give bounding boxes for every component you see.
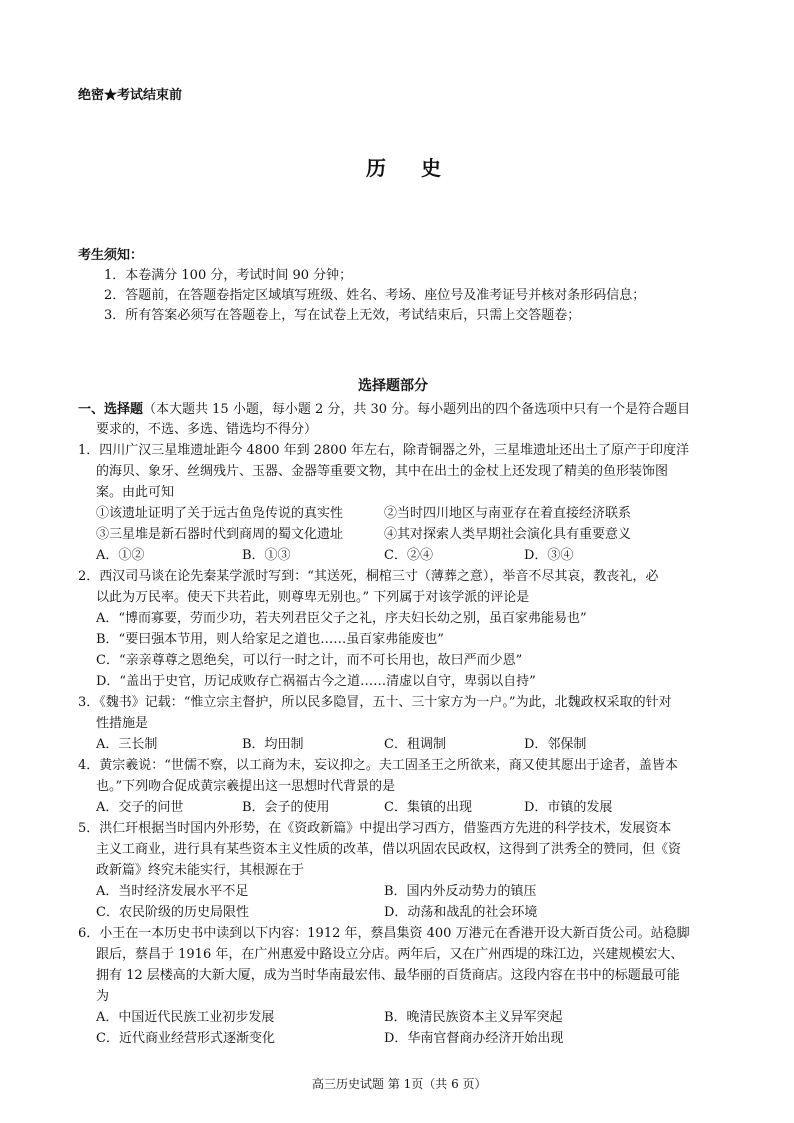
q4-option-c: C．集镇的出现: [384, 800, 472, 815]
q4-stem-line: 4．黄宗羲说：“世儒不察，以工商为末，妄议抑之。夫工固圣王之所欲来，商又使其愿出于途者，盖皆本: [78, 758, 678, 773]
q1-option-b: B．①③: [242, 548, 291, 563]
q6-option-b: B．晚清民族资本主义异军突起: [384, 1010, 563, 1025]
q4-option-d: D．市镇的发展: [524, 800, 613, 815]
q3-option-d: D．邻保制: [524, 737, 587, 752]
q3-option-b: B．均田制: [242, 737, 304, 752]
q2-option-d: D．“盖出于史官，历记成败存亡祸福古今之道……清虚以自守，卑弱以自持”: [96, 674, 536, 689]
q5-option-b: B．国内外反动势力的镇压: [384, 884, 537, 899]
q6-stem-line: 为: [96, 989, 110, 1004]
section-title: 选择题部分: [358, 378, 428, 394]
q5-option-c: C．农民阶级的历史局限性: [96, 905, 249, 920]
q4-stem-line: 也。”下列吻合促成黄宗羲提出这一思想时代背景的是: [96, 779, 396, 794]
q6-stem-line: 拥有 12 层楼高的大新大厦，成为当时华南最宏伟、最华丽的百货商店。这段内容在书中的标题最可能: [96, 968, 680, 983]
q2-stem-line: 2．西汉司马谈在论先秦某学派时写到：“其送死，桐棺三寸（薄葬之意），举音不尽其哀，教丧礼，必: [78, 569, 659, 584]
q6-option-c: C．近代商业经营形式逐渐变化: [96, 1031, 275, 1046]
q2-option-b: B．“要曰强本节用，则人给家足之道也……虽百家弗能废也”: [96, 632, 444, 647]
q3-option-c: C．租调制: [384, 737, 446, 752]
q3-option-a: A．三长制: [96, 737, 158, 752]
q5-option-d: D．动荡和战乱的社会环境: [384, 905, 538, 920]
q1-stem-line: 1．四川广汉三星堆遗址距今 4800 年到 2800 年左右，除青铜器之外，三星堆遗址还出土了原产于印度洋: [78, 443, 689, 458]
part-header: [78, 400, 690, 420]
q2-stem-line: 以此为万民率。使天下共若此，则尊卑无别也。” 下列属于对该学派的评论是: [96, 590, 530, 605]
q1-option-a: A．①②: [96, 548, 145, 563]
q6-stem-line: 跟后，蔡昌于 1916 年，在广州惠爱中路设立分店。两年后，又在广州西堤的珠江边，兴建规模宏大、: [96, 947, 684, 962]
part-description-cont: 要求的，不选、多选、错选均不得分）: [96, 422, 318, 437]
part-label: 一、选择题: [78, 402, 144, 417]
q1-statement: ②当时四川地区与南亚存在着直接经济联系: [384, 506, 632, 521]
q6-option-d: D．华南官督商办经济开始出现: [384, 1031, 564, 1046]
q1-option-d: D．③④: [524, 548, 574, 563]
notice-item: 3．所有答案必须写在答题卷上，写在试卷上无效，考试结束后，只需上交答题卷；: [104, 308, 581, 323]
confidential-label: 绝密★考试结束前: [78, 88, 183, 103]
q1-statement: ④其对探索人类早期社会演化具有重要意义: [384, 527, 632, 542]
q1-statement: ①该遗址证明了关于远古鱼凫传说的真实性: [96, 506, 344, 521]
q1-statement: ③三星堆是新石器时代到商周的蜀文化遗址: [96, 527, 344, 542]
part-description: （本大题共 15 小题，每小题 2 分，共 30 分。每小题列出的四个备选项中只有一个是符合题目: [143, 402, 691, 417]
page-title: 历 史: [366, 156, 455, 180]
q3-stem-line: 性措施是: [96, 716, 149, 731]
notice-item: 1．本卷满分 100 分，考试时间 90 分钟；: [104, 268, 353, 283]
q1-option-c: C．②④: [384, 548, 433, 563]
q2-option-c: C．“亲亲尊尊之恩绝矣，可以行一时之计，而不可长用也，故曰严而少恩”: [96, 653, 523, 668]
q2-option-a: A．“博而寡要，劳而少功，若夫列君臣父子之礼，序夫妇长幼之别，虽百家弗能易也”: [96, 611, 587, 626]
q1-stem-line: 的海贝、象牙、丝绸残片、玉器、金器等重要文物，其中在出土的金杖上还发现了精美的鱼形装饰图: [96, 464, 669, 479]
notice-heading: 考生须知：: [78, 248, 144, 263]
q5-option-a: A．当时经济发展水平不足: [96, 884, 249, 899]
q5-stem-line: 5．洪仁玕根据当时国内外形势，在《资政新篇》中提出学习西方，借鉴西方先进的科学技术，发展资本: [78, 821, 672, 836]
q5-stem-line: 主义工商业，进行具有某些资本主义性质的改革，借以巩固农民政权，这得到了洪秀全的赞同，但《资: [96, 842, 682, 857]
notice-item: 2．答题前，在答题卷指定区域填写班级、姓名、考场、座位号及准考证号并核对条形码信息；: [104, 288, 646, 303]
q4-option-a: A．交子的问世: [96, 800, 184, 815]
q4-option-b: B．会子的使用: [242, 800, 330, 815]
q3-stem-line: 3．《魏书》记载：“惟立宗主督护，所以民多隐冒，五十、三十家方为一户。”为此，北魏政权采取的针对: [78, 695, 672, 710]
q6-stem-line: 6．小王在一本历史书中读到以下内容：1912 年，蔡昌集资 400 万港元在香港开设大新百货公司。站稳脚: [78, 926, 690, 941]
page-footer: 高三历史试题 第 1页（共 6 页）: [312, 1077, 487, 1091]
q6-option-a: A．中国近代民族工业初步发展: [96, 1010, 275, 1025]
q5-stem-line: 政新篇》终究未能实行，其根源在于: [96, 863, 305, 878]
q1-stem-line: 案。由此可知: [96, 485, 175, 500]
